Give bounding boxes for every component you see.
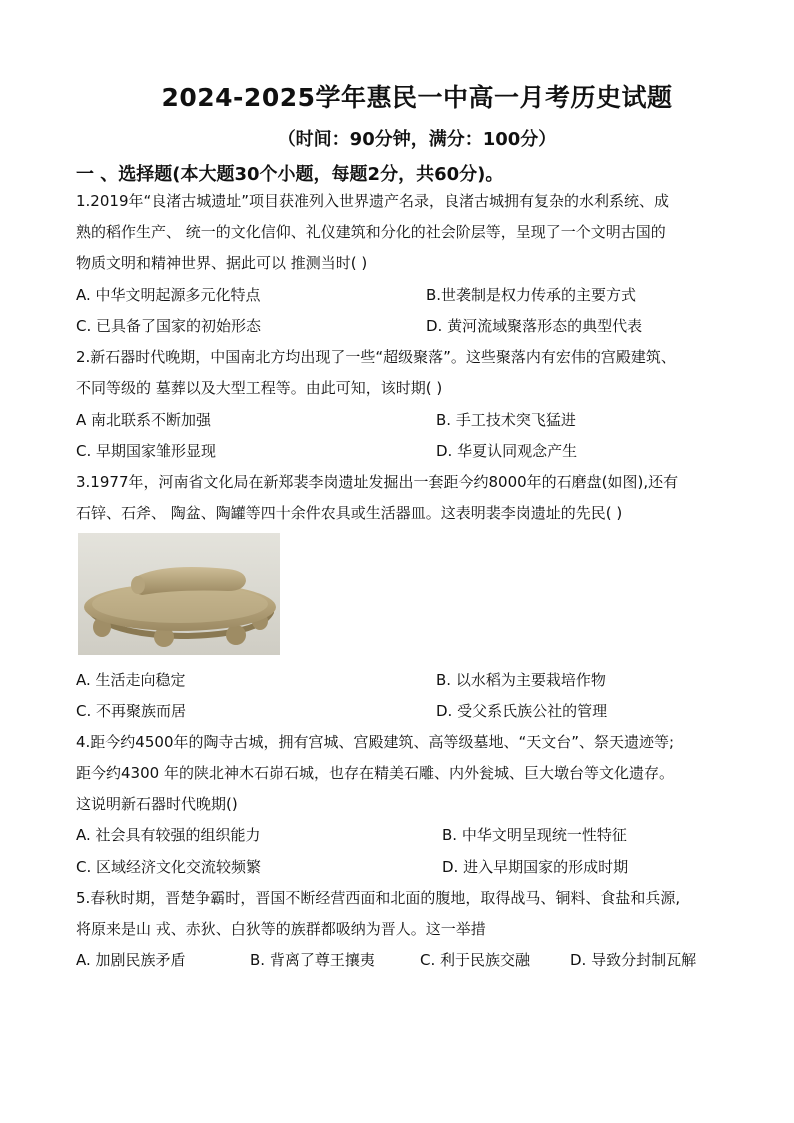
q3-option-c: C. 不再聚族而居 (76, 702, 187, 720)
q1-option-a: A. 中华文明起源多元化特点 (76, 286, 261, 304)
q5-stem-line: 将原来是山 戎、赤狄、白狄等的族群都吸纳为晋人。这一举措 (76, 920, 486, 938)
q4-stem-line: 距今约4300 年的陕北神木石峁石城，也存在精美石雕、内外瓮城、巨大墩台等文化遗存。 (76, 764, 674, 782)
q3-option-d: D. 受父系氏族公社的管理 (436, 702, 608, 720)
exam-subtitle: （时间：90分钟，满分：100分） (277, 129, 557, 150)
q5-option-a: A. 加剧民族矛盾 (76, 951, 186, 969)
q3-stem-line: 3.1977年，河南省文化局在新郑裴李岗遗址发掘出一套距今约8000年的石磨盘(如图),还有 (76, 473, 679, 491)
q2-stem-line: 2.新石器时代晚期，中国南北方均出现了一些“超级聚落”。这些聚落内有宏伟的宫殿建筑、 (76, 348, 676, 366)
q3-stem-line: 石锌、石斧、 陶盆、陶罐等四十余件农具或生活器皿。这表明裴李岗遗址的先民( ) (76, 504, 623, 522)
q2-option-b: B. 手工技术突飞猛进 (436, 411, 576, 429)
q1-option-c: C. 已具备了国家的初始形态 (76, 317, 262, 335)
grinding-stone-illustration (78, 533, 280, 655)
q5-option-c: C. 利于民族交融 (420, 951, 531, 969)
q1-stem-line: 熟的稻作生产、 统一的文化信仰、礼仪建筑和分化的社会阶层等，呈现了一个文明古国的 (76, 223, 666, 241)
q2-option-d: D. 华夏认同观念产生 (436, 442, 578, 460)
q4-option-d: D. 进入早期国家的形成时期 (442, 858, 629, 876)
q3-option-b: B. 以水稻为主要栽培作物 (436, 671, 606, 689)
q4-option-c: C. 区域经济文化交流较频繁 (76, 858, 262, 876)
q5-option-b: B. 背离了尊王攘夷 (250, 951, 375, 969)
q4-stem-line: 4.距今约4500年的陶寺古城，拥有宫城、宫殿建筑、高等级墓地、“天文台”、祭天遗迹等; (76, 733, 675, 751)
q2-option-c: C. 早期国家雏形显现 (76, 442, 217, 460)
section-heading: 一 、选择题(本大题30个小题，每题2分，共60分)。 (76, 164, 504, 185)
q1-option-d: D. 黄河流域聚落形态的典型代表 (426, 317, 643, 335)
q1-stem-line: 1.2019年“良渚古城遗址”项目获准列入世界遗产名录，良渚古城拥有复杂的水利系统、成 (76, 192, 670, 210)
exam-title: 2024-2025学年惠民一中高一月考历史试题 (161, 83, 673, 112)
q2-stem-line: 不同等级的 墓葬以及大型工程等。由此可知，该时期( ) (76, 379, 443, 397)
grinding-stone-photo (78, 533, 280, 655)
q3-option-a: A. 生活走向稳定 (76, 671, 186, 689)
q1-stem-line: 物质文明和精神世界、据此可以 推测当时( ) (76, 254, 368, 272)
q2-option-a: A 南北联系不断加强 (76, 411, 212, 429)
q1-option-b: B.世袭制是权力传承的主要方式 (426, 286, 637, 304)
q5-option-d: D. 导致分封制瓦解 (570, 951, 697, 969)
q4-option-b: B. 中华文明呈现统一性特征 (442, 826, 627, 844)
q4-option-a: A. 社会具有较强的组织能力 (76, 826, 261, 844)
q4-stem-line: 这说明新石器时代晚期() (76, 795, 238, 813)
q5-stem-line: 5.春秋时期，晋楚争霸时，晋国不断经营西面和北面的腹地，取得战马、铜料、食盐和兵源, (76, 889, 681, 907)
